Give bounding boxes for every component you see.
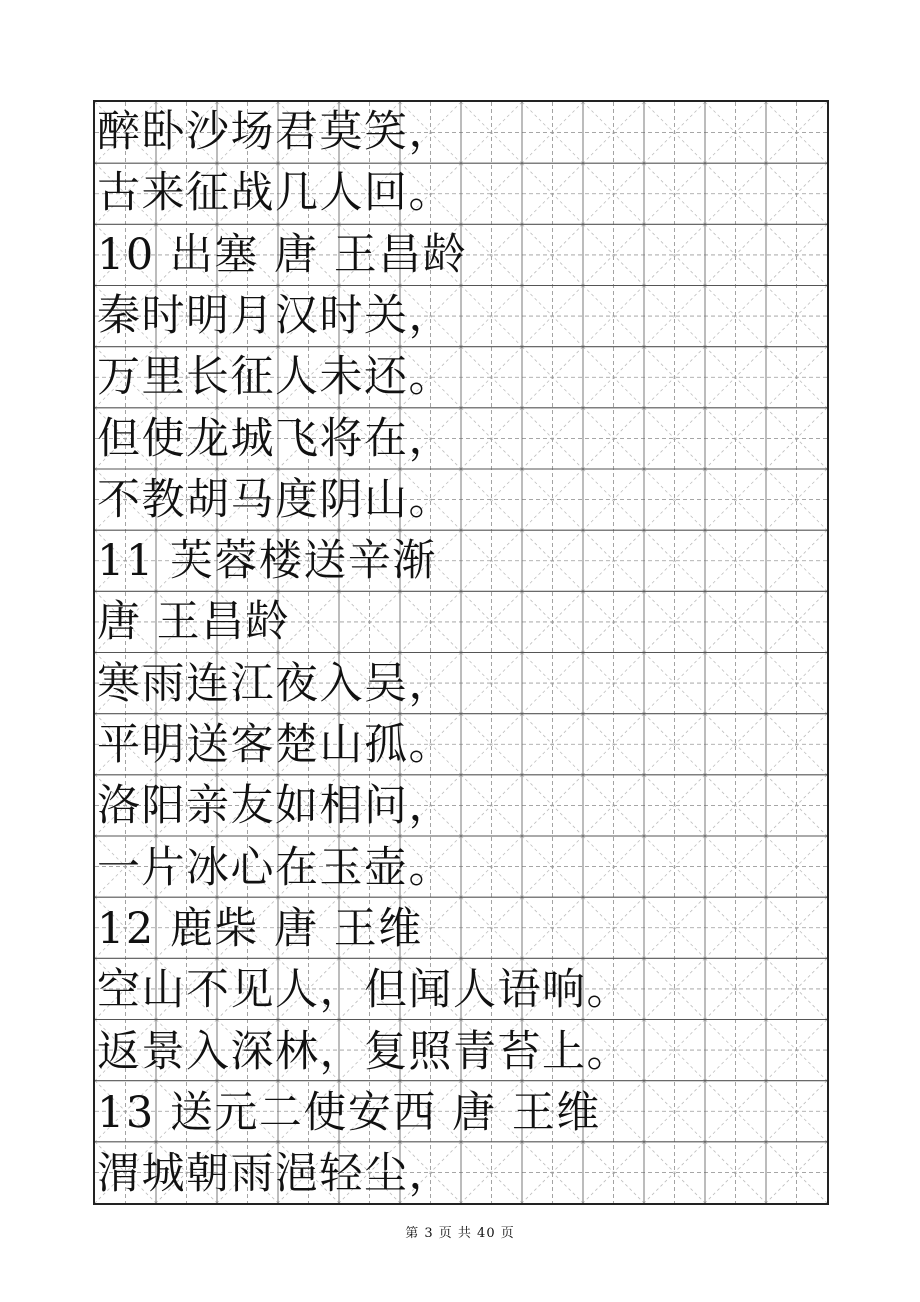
poem-line: 12 鹿柴 唐 王维 xyxy=(97,903,423,954)
poem-line: 返景入深林，复照青苔上。 xyxy=(97,1026,631,1077)
poem-line: 空山不见人，但闻人语响。 xyxy=(97,965,631,1016)
poem-line: 醉卧沙场君莫笑， xyxy=(97,107,453,157)
poem-line: 古来征战几人回。 xyxy=(97,168,453,219)
poem-line: 13 送元二使安西 唐 王维 xyxy=(97,1087,601,1138)
poem-line: 不教胡马度阴山。 xyxy=(97,474,453,525)
poem-line: 寒雨连江夜入吴， xyxy=(97,658,453,709)
page-footer: 第 3 页 共 40 页 xyxy=(405,1226,515,1241)
poem-line: 一片冰心在玉壶。 xyxy=(97,842,453,893)
poem-line: 11 芙蓉楼送辛渐 xyxy=(97,536,437,587)
poem-line: 渭城朝雨浥轻尘， xyxy=(97,1149,453,1200)
poem-line: 平明送客楚山孤。 xyxy=(97,720,453,770)
poem-line: 但使龙城飞将在， xyxy=(97,413,453,464)
poem-line: 洛阳亲友如相问， xyxy=(97,781,453,832)
practice-grid-sheet xyxy=(93,100,829,1205)
poem-text-area xyxy=(95,102,827,1203)
poem-line: 10 出塞 唐 王昌龄 xyxy=(97,229,468,280)
poem-line: 秦时明月汉时关， xyxy=(97,290,453,341)
poem-line: 万里长征人未还。 xyxy=(97,352,453,403)
poem-line: 唐 王昌龄 xyxy=(97,597,291,648)
